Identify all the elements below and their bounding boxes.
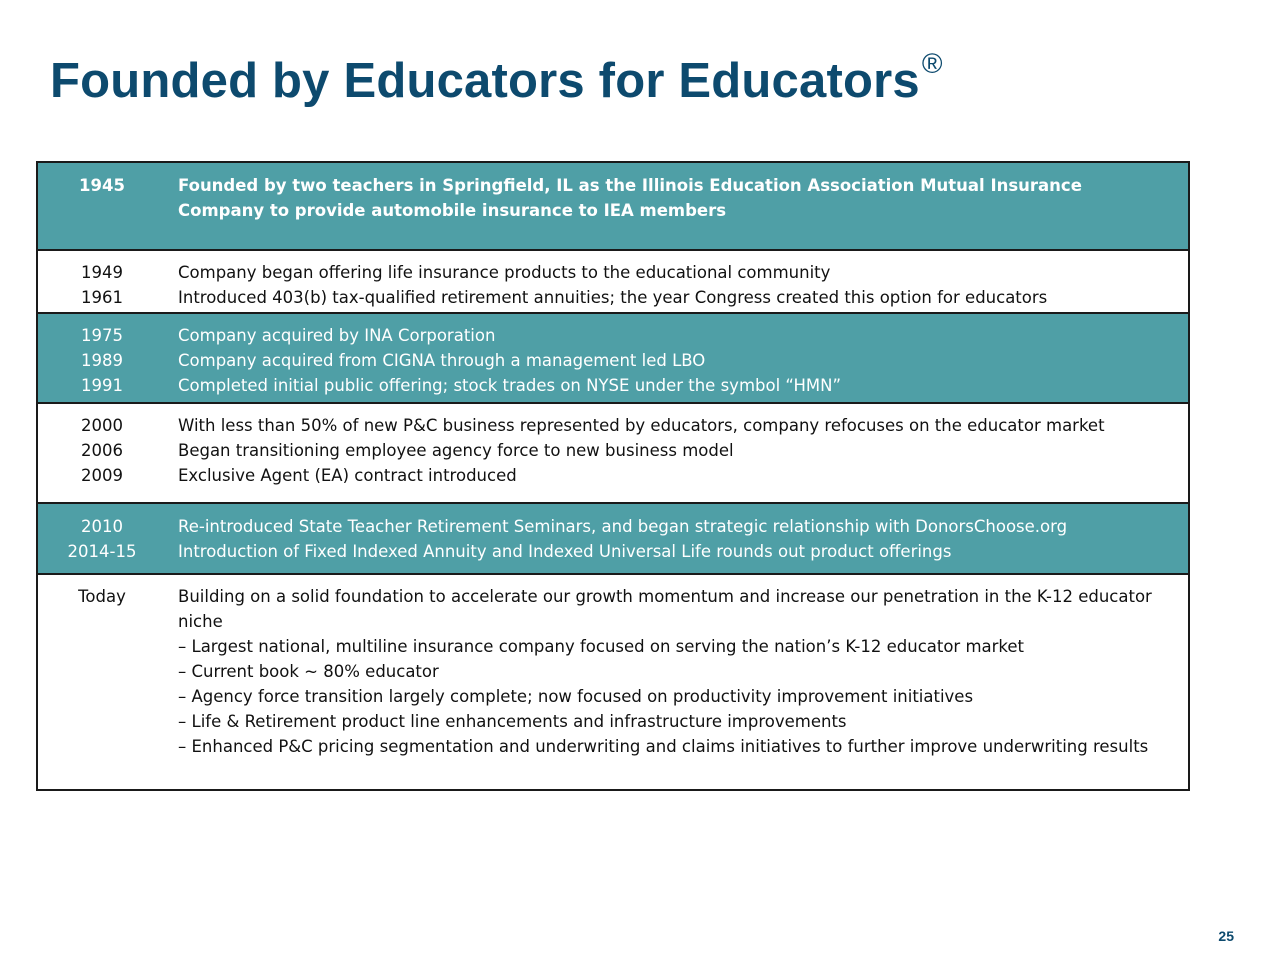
today-bullet: – Current book ~ 80% educator [178,662,439,681]
timeline-group-1945 [38,163,1188,249]
timeline-row [38,260,1188,285]
today-bullet: – Agency force transition largely complete; now focused on productivity improvement initiatives [178,687,974,706]
timeline-year: 2000 [81,416,123,435]
timeline-year: 1975 [81,326,123,345]
timeline-row [38,173,1188,223]
timeline-year: 1949 [81,263,123,282]
timeline-event: Building on a solid foundation to accelerate our growth momentum and increase our penetration in the K-12 educator niche [178,587,1152,631]
timeline-row [38,584,1188,634]
timeline-group-1949 [38,249,1188,312]
timeline-event: Introduced 403(b) tax-qualified retirement annuities; the year Congress created this option for educators [178,288,1048,307]
timeline-event: Completed initial public offering; stock trades on NYSE under the symbol “HMN” [178,376,841,395]
timeline-table [36,161,1190,791]
timeline-year: 1961 [81,288,123,307]
timeline-year: 2010 [81,517,123,536]
timeline-row [38,438,1188,463]
timeline-year: Today [78,587,126,606]
timeline-event: Company began offering life insurance products to the educational community [178,263,831,282]
timeline-row [38,373,1188,398]
slide-title [50,48,943,109]
timeline-event: Founded by two teachers in Springfield, IL as the Illinois Education Association Mutual Insurance Company to provide automobile insurance to IEA members [178,176,1082,220]
timeline-group-1975 [38,312,1188,402]
page-number: 25 [1218,928,1234,944]
timeline-event: Exclusive Agent (EA) contract introduced [178,466,517,485]
timeline-year: 1989 [81,351,123,370]
timeline-year: 1945 [79,176,125,195]
timeline-year: 2006 [81,441,123,460]
timeline-event: Began transitioning employee agency force to new business model [178,441,734,460]
timeline-year: 2009 [81,466,123,485]
timeline-year: 2014-15 [67,542,137,561]
timeline-row [38,348,1188,373]
timeline-event: With less than 50% of new P&C business represented by educators, company refocuses on the educator market [178,416,1105,435]
slide-title-text: Founded by Educators for Educators [50,54,920,108]
timeline-event: Re-introduced State Teacher Retirement Seminars, and began strategic relationship with DonorsChoose.org [178,517,1068,536]
timeline-year: 1991 [81,376,123,395]
registered-mark: ® [921,48,943,79]
timeline-row [38,539,1188,564]
timeline-row [38,323,1188,348]
today-bullet: – Largest national, multiline insurance company focused on serving the nation’s K-12 educator market [178,637,1025,656]
timeline-row [38,514,1188,539]
timeline-row [38,285,1188,310]
timeline-group-2010 [38,502,1188,573]
timeline-row [38,413,1188,438]
timeline-event: Introduction of Fixed Indexed Annuity and Indexed Universal Life rounds out product offerings [178,542,952,561]
timeline-event: Company acquired by INA Corporation [178,326,496,345]
today-bullet: – Life & Retirement product line enhancements and infrastructure improvements [178,712,847,731]
timeline-group-2000 [38,402,1188,502]
timeline-group-today [38,573,1188,789]
timeline-row [38,463,1188,488]
today-bullet: – Enhanced P&C pricing segmentation and underwriting and claims initiatives to further improve underwriting results [178,737,1149,756]
timeline-event: Company acquired from CIGNA through a management led LBO [178,351,706,370]
